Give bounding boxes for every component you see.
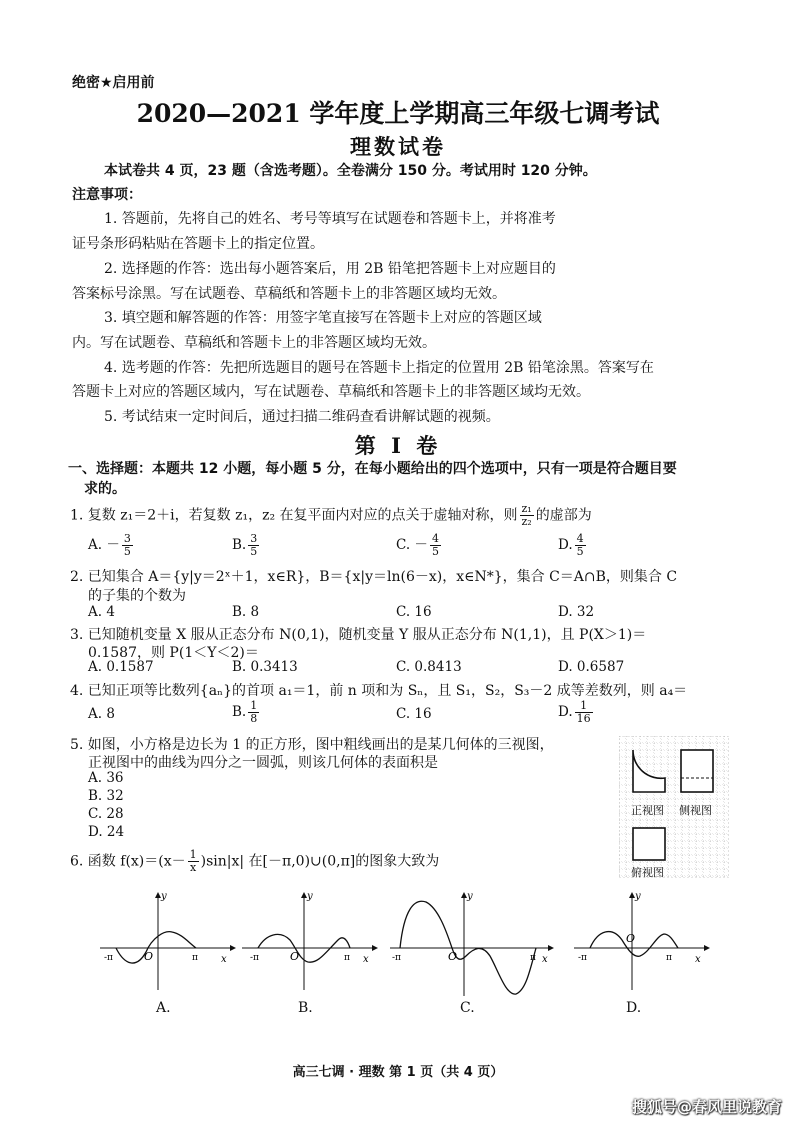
confidential-mark: 绝密★启用前 <box>72 75 155 91</box>
question-1-stem: 1. 复数 z₁＝2＋i，若复数 z₁，z₂ 在复平面内对应的点关于虚轴对称，则 $\frac{\text{z₁}}{\text{z₂}}$ 的虚部为 <box>70 502 592 528</box>
front-view-label: 正视图 <box>631 804 664 817</box>
top-view-shape <box>633 828 665 860</box>
y-axis-label: y <box>161 891 167 902</box>
three-view-figure <box>619 736 729 878</box>
question-4-option-a: A. 8 <box>88 706 115 722</box>
question-2-option-c: C. 16 <box>396 604 432 620</box>
question-3-option-a: A. 0.1587 <box>88 659 154 675</box>
question-1-option-c: C. － $\frac{4}{5}$ <box>396 532 439 558</box>
question-4-stem: 4. 已知正项等比数列{aₙ}的首项 a₁＝1，前 n 项和为 Sₙ，且 S₁，S₂，S₃－2 成等差数列，则 a₄＝ <box>70 683 688 699</box>
svg-text:y: y <box>307 891 313 902</box>
svg-text:-π: -π <box>250 953 259 963</box>
watermark: 搜狐号@春风里说教育 <box>631 1098 782 1116</box>
question-5-option-b: B. 32 <box>88 788 124 804</box>
question-4-option-d: D. $\frac{1}{16}$ <box>558 699 591 725</box>
graph-label-c: C. <box>460 1000 475 1016</box>
question-4-option-b: B. $\frac{1}{8}$ <box>232 699 258 725</box>
question-2-option-a: A. 4 <box>88 604 115 620</box>
svg-text:x: x <box>363 954 369 965</box>
x-axis-label: x <box>221 954 227 965</box>
question-5-option-a: A. 36 <box>88 770 124 786</box>
question-5-option-d: D. 24 <box>88 824 125 840</box>
section-title: 第 Ⅰ 卷 <box>354 433 442 458</box>
side-view-label: 侧视图 <box>679 804 712 817</box>
note-line: 5. 考试结束一定时间后，通过扫描二维码查看讲解试题的视频。 <box>104 409 500 425</box>
graph-option-c <box>386 890 556 1004</box>
exam-intro: 本试卷共 4 页，23 题（含选考题）。全卷满分 150 分。考试用时 120 分钟。 <box>104 163 597 179</box>
note-line: 证号条形码粘贴在答题卡上的指定位置。 <box>72 236 324 252</box>
question-3-option-c: C. 0.8413 <box>396 659 462 675</box>
question-1-option-a: A. － $\frac{3}{5}$ <box>88 532 131 558</box>
graph-label-d: D. <box>626 1000 642 1016</box>
question-3-option-d: D. 0.6587 <box>558 659 625 675</box>
question-2-option-d: D. 32 <box>558 604 595 620</box>
graph-label-a: A. <box>156 1000 171 1016</box>
question-5-stem: 5. 如图，小方格是边长为 1 的正方形，图中粗线画出的是某几何体的三视图， <box>70 737 554 753</box>
svg-text:π: π <box>344 953 350 963</box>
svg-text:y: y <box>467 891 473 902</box>
top-view-label: 俯视图 <box>631 866 664 879</box>
note-line: 答案标号涂黑。写在试题卷、草稿纸和答题卡上的非答题区域均无效。 <box>72 286 506 302</box>
exam-subtitle: 理数试卷 <box>350 134 446 159</box>
graph-option-a <box>96 890 236 1004</box>
question-5-stem-cont: 正视图中的曲线为四分之一圆弧，则该几何体的表面积是 <box>88 755 438 771</box>
question-2-option-b: B. 8 <box>232 604 260 620</box>
question-6-stem: 6. 函数 f(x)＝(x－ $\frac{1}{x}$ )sin|x| 在[－π,0)∪(0,π]的图象大致为 <box>70 848 440 874</box>
neg-pi-label: -π <box>104 953 113 963</box>
note-line: 2. 选择题的作答：选出每小题答案后，用 2B 铅笔把答题卡上对应题目的 <box>104 261 556 277</box>
question-2-stem-cont: 的子集的个数为 <box>88 588 186 604</box>
graph-option-b <box>238 890 378 1004</box>
svg-text:O: O <box>290 950 300 963</box>
note-line: 1. 答题前，先将自己的姓名、考号等填写在试题卷和答题卡上，并将准考 <box>104 211 556 227</box>
question-3-option-b: B. 0.3413 <box>232 659 298 675</box>
svg-text:O: O <box>626 932 636 945</box>
side-view-shape <box>681 750 713 792</box>
question-1-option-b: B. $\frac{3}{5}$ <box>232 532 258 558</box>
graph-label-b: B. <box>298 1000 313 1016</box>
note-line: 答题卡上对应的答题区域内，写在试题卷、草稿纸和答题卡上的非答题区域均无效。 <box>72 384 590 400</box>
svg-text:π: π <box>530 953 536 963</box>
question-4-option-c: C. 16 <box>396 706 432 722</box>
origin-label: O <box>144 950 154 963</box>
svg-text:-π: -π <box>392 953 401 963</box>
section-heading: 一、选择题：本题共 12 小题，每小题 5 分，在每小题给出的四个选项中，只有一项是符合题目要 <box>68 461 677 477</box>
question-2-stem: 2. 已知集合 A＝{y|y＝2ˣ＋1，x∈R}，B＝{x|y＝ln(6－x)，x∈N*}，集合 C＝A∩B，则集合 C <box>70 569 678 585</box>
pi-label: π <box>192 953 198 963</box>
exam-title: 2020—2021 学年度上学期高三年级七调考试 <box>136 99 660 128</box>
svg-text:x: x <box>542 954 548 965</box>
svg-text:x: x <box>695 954 701 965</box>
question-3-stem-cont: 0.1587，则 P(1＜Y＜2)＝ <box>88 645 259 661</box>
section-heading-cont: 求的。 <box>84 481 126 497</box>
question-1-option-d: D. $\frac{4}{5}$ <box>558 532 584 558</box>
page-footer: 高三七调 · 理数 第 1 页（共 4 页） <box>292 1065 504 1080</box>
note-line: 4. 选考题的作答：先把所选题目的题号在答题卡上指定的位置用 2B 铅笔涂黑。答案写在 <box>104 360 654 376</box>
notes-heading: 注意事项： <box>72 187 142 203</box>
note-line: 内。写在试题卷、草稿纸和答题卡上的非答题区域均无效。 <box>72 335 436 351</box>
svg-text:y: y <box>635 891 641 902</box>
svg-text:O: O <box>448 950 458 963</box>
svg-text:-π: -π <box>578 953 587 963</box>
graph-option-d <box>570 890 710 1004</box>
question-5-option-c: C. 28 <box>88 806 124 822</box>
question-3-stem: 3. 已知随机变量 X 服从正态分布 N(0,1)，随机变量 Y 服从正态分布 N(1,1)，且 P(X＞1)＝ <box>70 627 647 643</box>
note-line: 3. 填空题和解答题的作答：用签字笔直接写在答题卡上对应的答题区域 <box>104 310 542 326</box>
svg-text:π: π <box>666 953 672 963</box>
